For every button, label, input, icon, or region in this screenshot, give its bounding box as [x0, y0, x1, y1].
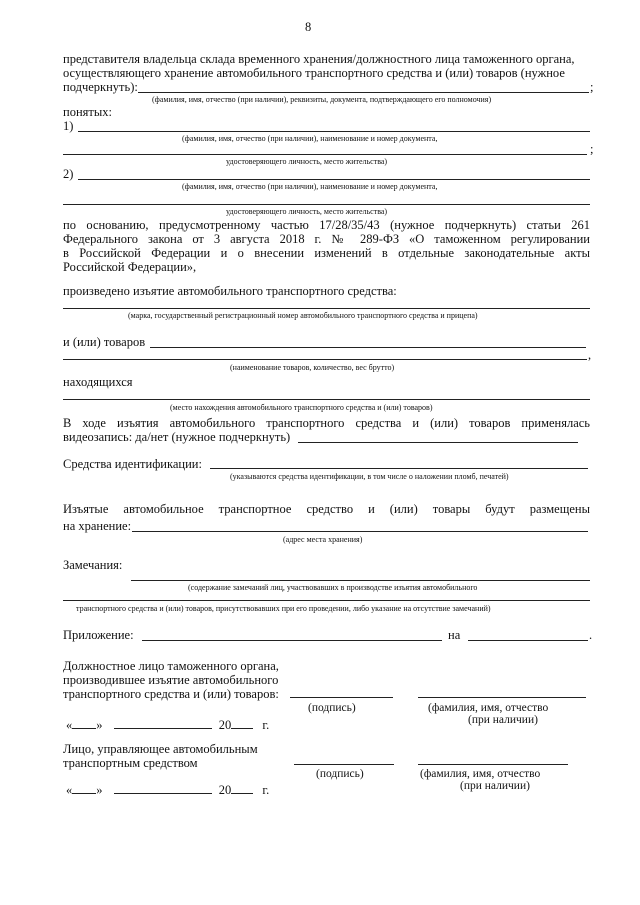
- official-line-1: Должностное лицо таможенного органа,: [63, 659, 279, 673]
- witness-2-number: 2): [63, 167, 74, 181]
- location-field[interactable]: [63, 399, 590, 400]
- basis-line-3: в Российской Федерации и о внесении изменений в отдельные законодательные акты: [63, 246, 590, 260]
- date-open-quote: «: [66, 783, 73, 797]
- witness-1-semicolon: ;: [590, 142, 594, 156]
- identification-label: Средства идентификации:: [63, 457, 202, 471]
- identification-field[interactable]: [210, 468, 588, 469]
- driver-signature-field[interactable]: [294, 764, 394, 765]
- basis-line-2: Федерального закона от 3 августа 2018 г. № 289-ФЗ «О таможенном регулировании: [63, 232, 590, 246]
- goods-field-2[interactable]: [63, 359, 587, 360]
- driver-date: [66, 783, 269, 797]
- goods-comma: ,: [588, 348, 592, 362]
- witnesses-heading: понятых:: [63, 105, 112, 119]
- location-label: находящихся: [63, 375, 133, 389]
- video-line-1: В ходе изъятия автомобильного транспортного средства и (или) товаров применялась: [63, 416, 590, 430]
- official-year-prefix: 20: [218, 718, 232, 732]
- remarks-field-2[interactable]: [63, 600, 590, 601]
- witness-1-number: 1): [63, 119, 74, 133]
- official-signature-caption: (подпись): [308, 702, 356, 714]
- attachment-on: на: [448, 628, 461, 642]
- date-close-quote: »: [96, 783, 103, 797]
- goods-caption: (наименование товаров, количество, вес брутто): [230, 363, 395, 372]
- video-line-2: видеозапись: да/нет (нужное подчеркнуть): [63, 430, 291, 444]
- driver-name-field[interactable]: [418, 764, 568, 765]
- driver-year-suffix: г.: [262, 783, 270, 797]
- official-name-field[interactable]: [418, 697, 586, 698]
- witness-2-caption-2: удостоверяющего личность, место жительства): [226, 207, 388, 216]
- vehicle-caption: (марка, государственный регистрационный номер автомобильного транспортного средства и прицепа): [128, 311, 478, 320]
- intro-line-1: представителя владельца склада временного хранения/должностного лица таможенного органа,: [63, 52, 575, 66]
- official-name-caption-2: (при наличии): [468, 714, 538, 726]
- basis-line-4: Российской Федерации»,: [63, 260, 197, 274]
- location-caption: (место нахождения автомобильного транспортного средства и (или) товаров): [170, 403, 433, 412]
- witness-2-caption-1: (фамилия, имя, отчество (при наличии), наименование и номер документа,: [182, 182, 438, 191]
- intro-line-2: осуществляющего хранение автомобильного транспортного средства и (или) товаров (нужное: [63, 66, 565, 80]
- remarks-field[interactable]: [131, 580, 590, 581]
- attachment-pages-field[interactable]: [468, 640, 588, 641]
- remarks-label: Замечания:: [63, 558, 123, 572]
- driver-name-caption-2: (при наличии): [460, 780, 530, 792]
- page-number: 8: [305, 20, 312, 34]
- driver-year-field[interactable]: [231, 793, 253, 794]
- representative-caption: (фамилия, имя, отчество (при наличии), реквизиты, документа, подтверждающего его полномочия): [152, 95, 492, 104]
- witness-1-field[interactable]: [78, 131, 590, 132]
- remarks-caption-1: (содержание замечаний лиц, участвовавших в производстве изъятия автомобильного: [188, 583, 478, 592]
- official-name-caption-1: (фамилия, имя, отчество: [428, 702, 549, 714]
- seizure-text: произведено изъятие автомобильного транспортного средства:: [63, 284, 397, 298]
- storage-line-1: Изъятые автомобильное транспортное средство и (или) товары будут размещены: [63, 502, 590, 516]
- date-open-quote: «: [66, 718, 73, 732]
- driver-signature-caption: (подпись): [316, 768, 364, 780]
- official-month-field[interactable]: [114, 728, 212, 729]
- intro-line-3: подчеркнуть):: [63, 80, 138, 94]
- witness-2-field[interactable]: [78, 179, 590, 180]
- storage-caption: (адрес места хранения): [283, 535, 363, 544]
- storage-line-2: на хранение:: [63, 519, 132, 533]
- intro-semicolon: ;: [590, 80, 594, 94]
- official-signature-field[interactable]: [290, 697, 393, 698]
- identification-caption: (указываются средства идентификации, в том числе о наложении пломб, печатей): [230, 472, 509, 481]
- attachment-label: Приложение:: [63, 628, 134, 642]
- official-year-field[interactable]: [231, 728, 253, 729]
- official-day-field[interactable]: [72, 728, 96, 729]
- driver-name-caption-1: (фамилия, имя, отчество: [420, 768, 541, 780]
- storage-field[interactable]: [132, 531, 588, 532]
- driver-line-2: транспортным средством: [63, 756, 198, 770]
- goods-label: и (или) товаров: [63, 335, 146, 349]
- date-close-quote: »: [96, 718, 103, 732]
- basis-line-1: по основанию, предусмотренному частью 17/28/35/43 (нужное подчеркнуть) статьи 261: [63, 218, 590, 232]
- remarks-caption-2: транспортного средства и (или) товаров, присутствовавших при его проведении, либо указание на отсутствие замечаний): [76, 604, 491, 613]
- driver-month-field[interactable]: [114, 793, 212, 794]
- official-line-2: производившее изъятие автомобильного: [63, 673, 279, 687]
- representative-field[interactable]: [138, 92, 589, 93]
- attachment-period: .: [589, 628, 593, 642]
- driver-year-prefix: 20: [218, 783, 232, 797]
- witness-1-caption-1: (фамилия, имя, отчество (при наличии), наименование и номер документа,: [182, 134, 438, 143]
- witness-2-field-2[interactable]: [63, 204, 590, 205]
- goods-field[interactable]: [150, 347, 586, 348]
- witness-1-field-2[interactable]: [63, 154, 587, 155]
- official-date: [66, 718, 269, 732]
- official-year-suffix: г.: [262, 718, 270, 732]
- attachment-field[interactable]: [142, 640, 442, 641]
- witness-1-caption-2: удостоверяющего личность, место жительства): [226, 157, 388, 166]
- driver-day-field[interactable]: [72, 793, 96, 794]
- video-field[interactable]: [298, 442, 578, 443]
- official-line-3: транспортного средства и (или) товаров:: [63, 687, 279, 701]
- vehicle-field[interactable]: [63, 308, 590, 309]
- driver-line-1: Лицо, управляющее автомобильным: [63, 742, 258, 756]
